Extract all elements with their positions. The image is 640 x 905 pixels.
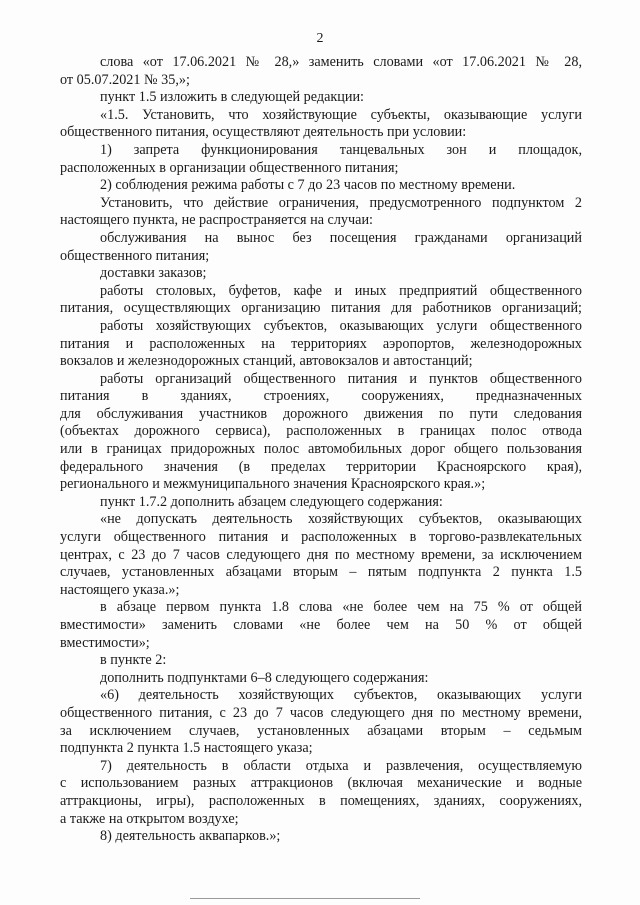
text-line: работы хозяйствующих субъектов, оказывающих услуги общественного	[100, 317, 582, 334]
text-line: а также на открытом воздухе;	[60, 810, 239, 827]
text-line: общественного питания, с 23 до 7 часов следующего дня по местному времени,	[60, 704, 582, 721]
text-line: в пункте 2:	[100, 652, 167, 669]
text-line: «1.5. Установить, что хозяйствующие субъекты, оказывающие услуги	[100, 106, 582, 123]
text-line: дополнить подпунктами 6–8 следующего содержания:	[100, 669, 429, 686]
text-line: центрах, с 23 до 7 часов следующего дня по местному времени, за исключением	[60, 546, 582, 563]
text-line: 8) деятельность аквапарков.»;	[100, 828, 281, 845]
page-number: 2	[316, 31, 324, 46]
text-line: пункт 1.5 изложить в следующей редакции:	[100, 89, 364, 106]
text-line: питания в зданиях, строениях, сооружениях, предназначенных	[60, 388, 582, 405]
text-line: общественного питания, осуществляют деятельность при условии:	[60, 124, 467, 141]
text-line: 1) запрета функционирования танцевальных зон и площадок,	[100, 141, 582, 158]
text-line: случаев, установленных абзацами вторым – пятым подпункта 2 пункта 1.5	[60, 564, 582, 581]
bottom-rule	[190, 898, 420, 899]
text-line: работы столовых, буфетов, кафе и иных предприятий общественного	[100, 282, 582, 299]
text-line: за исключением случаев, установленных абзацами вторым – седьмым	[60, 722, 582, 739]
text-line: питания, осуществляющих организацию питания для работников организаций;	[60, 300, 582, 317]
text-line: с использованием разных аттракционов (включая механические и водные	[60, 775, 582, 792]
text-line: работы организаций общественного питания и пунктов общественного	[100, 370, 582, 387]
text-line: подпункта 2 пункта 1.5 настоящего указа;	[60, 740, 313, 757]
text-line: пункт 1.7.2 дополнить абзацем следующего содержания:	[100, 493, 443, 510]
text-line: вокзалов и железнодорожных станций, автовокзалов и автостанций;	[60, 353, 473, 370]
text-line: питания и расположенных на территориях аэропортов, железнодорожных	[60, 335, 582, 352]
text-line: регионального и межмуниципального значения Красноярского края.»;	[60, 476, 486, 493]
text-line: настоящего указа.»;	[60, 581, 180, 598]
text-line: (объектах дорожного сервиса), расположенных в границах полос отвода	[60, 423, 582, 440]
text-line: общественного питания;	[60, 247, 210, 264]
text-line: «не допускать деятельность хозяйствующих субъектов, оказывающих	[100, 511, 582, 528]
text-line: в абзаце первом пункта 1.8 слова «не более чем на 75 % от общей	[100, 599, 582, 616]
text-line: 2) соблюдения режима работы с 7 до 23 часов по местному времени.	[100, 177, 516, 194]
text-line: обслуживания на вынос без посещения гражданами организаций	[100, 229, 582, 246]
text-line: слова «от 17.06.2021 № 28,» заменить словами «от 17.06.2021 № 28,	[100, 54, 582, 70]
document-body	[60, 54, 582, 846]
text-line: от 05.07.2021 № 35,»;	[60, 71, 190, 88]
text-line: вместимости» заменить словами «не более чем на 50 % от общей	[60, 617, 582, 633]
text-line: Установить, что действие ограничения, предусмотренного подпунктом 2	[100, 194, 582, 211]
text-line: для обслуживания участников дорожного движения по пути следования	[60, 405, 582, 422]
text-line: 7) деятельность в области отдыха и развлечения, осуществляемую	[100, 757, 582, 774]
text-line: вместимости»;	[60, 634, 150, 651]
text-line: или в границах придорожных полос автомобильных дорог общего пользования	[60, 441, 582, 458]
text-line: настоящего пункта, не распространяется на случаи:	[60, 212, 373, 229]
text-line: услуги общественного питания и расположенных в торгово-развлекательных	[60, 529, 582, 546]
text-line: расположенных в организации общественного питания;	[60, 159, 399, 176]
text-line: «6) деятельность хозяйствующих субъектов, оказывающих услуги	[100, 687, 582, 704]
text-line: аттракционы, игры), расположенных в помещениях, зданиях, сооружениях,	[60, 792, 582, 809]
text-line: федерального значения (в пределах территории Красноярского края),	[60, 458, 582, 475]
text-line: доставки заказов;	[100, 265, 207, 282]
